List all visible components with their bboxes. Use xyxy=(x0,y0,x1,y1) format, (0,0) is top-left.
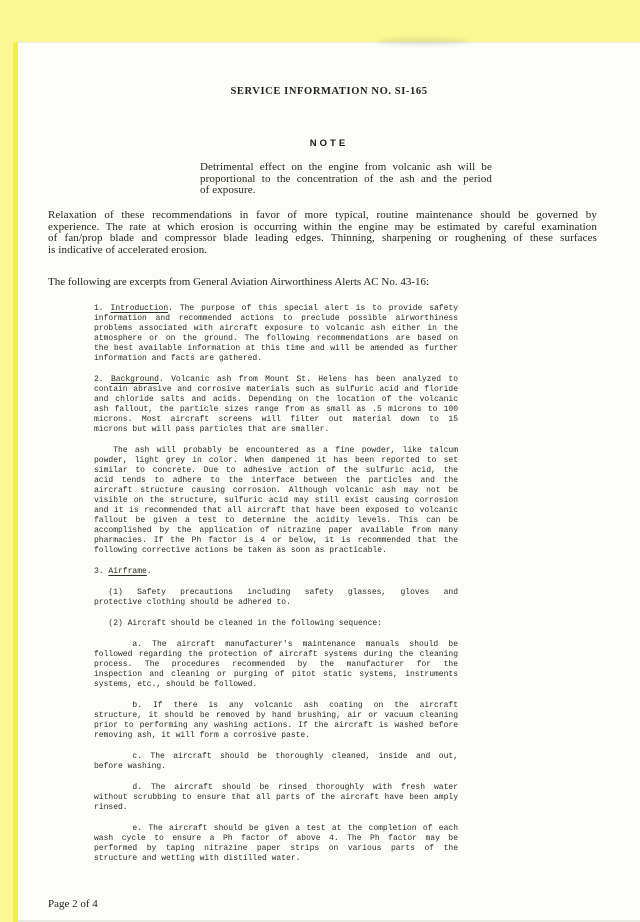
text-line: prior to performing any washing actions. If the aircraft is washed before xyxy=(94,721,458,730)
excerpt-paragraph xyxy=(94,375,458,435)
note-paragraph xyxy=(200,162,492,197)
text-line: acid tends to adhere to the interface between the particles and the xyxy=(94,476,458,485)
text-line: of exposure. xyxy=(200,184,256,196)
text-line: systems, etc., should be followed. xyxy=(94,680,258,689)
text-line: Relaxation of these recommendations in favor of more typical, routine maintenance should be governed by xyxy=(48,209,597,221)
text-line: 2. Background. Volcanic ash from Mount St. Helens has been analyzed to xyxy=(94,375,458,384)
text-line: inspection and cleaning or purging of pitot static systems, instruments xyxy=(94,670,458,679)
page-edge-shadow xyxy=(18,42,640,43)
text-line: 3. Airframe. xyxy=(94,567,152,576)
excerpt-paragraph xyxy=(94,446,458,556)
text-line: and it is recommended that all aircraft that have been exposed to volcanic xyxy=(94,506,458,515)
text-line: d. The aircraft should be rinsed thoroughly with fresh water xyxy=(132,783,458,792)
excerpt-paragraph xyxy=(94,701,458,741)
excerpt-paragraph xyxy=(94,588,458,608)
text-line: a. The aircraft manufacturer's maintenance manuals should be xyxy=(132,640,458,649)
text-line: (2) Aircraft should be cleaned in the following sequence: xyxy=(108,619,383,628)
excerpt-paragraph xyxy=(94,752,458,772)
text-line: experience. The rate at which erosion is occurring within the engine may be estimated by careful examination xyxy=(48,220,597,233)
text-line: visible on the structure, sulfuric acid may still exist causing corrosion xyxy=(94,496,458,505)
text-line: structure and wetting with distilled water. xyxy=(94,854,301,863)
text-line: and chloride salts and acids. Depending on the location of the volcanic xyxy=(94,395,458,404)
text-line: e. The aircraft should be given a test at the completion of each xyxy=(132,824,458,833)
text-line: removing ash, it will form a corrosive paste. xyxy=(94,731,311,740)
text-line: aircraft structure causing corrosion. Although volcanic ash may not be xyxy=(94,486,458,495)
excerpt-section xyxy=(94,304,458,864)
text-line: powder, light grey in color. When dampened it has been reported to set xyxy=(94,456,458,465)
underlined-heading: Airframe xyxy=(108,567,147,576)
text-line: microns. Most aircraft screens will filter out material down to 15 xyxy=(94,415,458,424)
text-line: Detrimental effect on the engine from volcanic ash will be xyxy=(200,161,492,173)
text-line: b. If there is any volcanic ash coating on the aircraft xyxy=(132,701,458,710)
excerpt-paragraph xyxy=(94,640,458,690)
text-line: problems associated with aircraft exposure to volcanic ash either in the xyxy=(94,324,458,333)
text-line: (1) Safety precautions including safety glasses, gloves and xyxy=(108,588,458,597)
text-line: ash fallout, the particle sizes range from as small as .5 microns to 100 xyxy=(94,405,458,414)
text-line: microns but will pass particles that are smaller. xyxy=(94,425,330,434)
scan-smudge xyxy=(378,38,468,45)
text-line: similar to concrete. Due to adhesive action of the sulfuric acid, the xyxy=(94,466,458,475)
text-line: of fan/prop blade and compressor blade leading edges. Thinning, sharpening or roughening of these surfaces xyxy=(48,232,597,244)
text-line: before washing. xyxy=(94,762,167,771)
excerpt-paragraph xyxy=(94,824,458,864)
text-line: the best available information at this time and will be amended as further xyxy=(94,344,458,353)
excerpt-paragraph xyxy=(94,619,458,629)
text-line: fallout be given a test to determine the acidity levels. This can be xyxy=(94,516,458,525)
text-line: c. The aircraft should be thoroughly cleaned, inside and out, xyxy=(132,752,458,761)
excerpt-paragraph xyxy=(94,567,458,577)
text-line: contain abrasive and corrosive materials such as sulfuric acid and floride xyxy=(94,385,458,394)
text-line: protective clothing should be adhered to. xyxy=(94,598,291,607)
text-line: is indicative of accelerated erosion. xyxy=(48,243,208,256)
text-line: following corrective actions be taken as soon as practicable. xyxy=(94,546,387,555)
text-line: process. The procedures recommended by the manufacturer for the xyxy=(94,660,458,669)
text-line: atmosphere or on the ground. The following recommendations are based on xyxy=(94,334,458,343)
excerpt-paragraph xyxy=(94,304,458,364)
document-title: SERVICE INFORMATION NO. SI-165 xyxy=(230,86,428,97)
document-page xyxy=(18,42,640,922)
note-heading: NOTE xyxy=(309,138,349,149)
excerpt-paragraph xyxy=(94,783,458,813)
text-line: rinsed. xyxy=(94,803,128,812)
intro-paragraph xyxy=(48,210,597,256)
text-line: pharmacies. If the Ph factor is 4 or below, it is recommended that the xyxy=(94,536,458,545)
text-line: 1. Introduction. The purpose of this special alert is to provide safety xyxy=(94,304,459,313)
page-number: Page 2 of 4 xyxy=(48,898,98,910)
text-line: followed regarding the protection of aircraft systems during the cleaning xyxy=(94,650,458,659)
text-line: structure, it should be removed by hand brushing, air or vacuum cleaning xyxy=(94,711,458,720)
text-line: information and recommended actions to preclude possible airworthiness xyxy=(94,314,458,323)
text-line: information and facts are gathered. xyxy=(94,354,263,363)
underlined-heading: Background xyxy=(110,375,159,384)
underlined-heading: Introduction xyxy=(110,304,169,313)
text-line: performed by taping nitrazine paper strips on various parts of the xyxy=(94,844,458,853)
text-line: proportional to the concentration of the ash and the period xyxy=(200,172,492,185)
text-line: wash cycle to ensure a Ph factor of above 4. The Ph factor may be xyxy=(94,834,458,843)
excerpt-lead: The following are excerpts from General Aviation Airworthiness Alerts AC No. 43-16: xyxy=(48,276,430,288)
text-line: without scrubbing to ensure that all parts of the aircraft have been amply xyxy=(94,793,458,802)
text-line: accomplished by the application of nitrazine paper available from many xyxy=(94,526,458,535)
text-line: The ash will probably be encountered as a fine powder, like talcum xyxy=(113,446,458,455)
